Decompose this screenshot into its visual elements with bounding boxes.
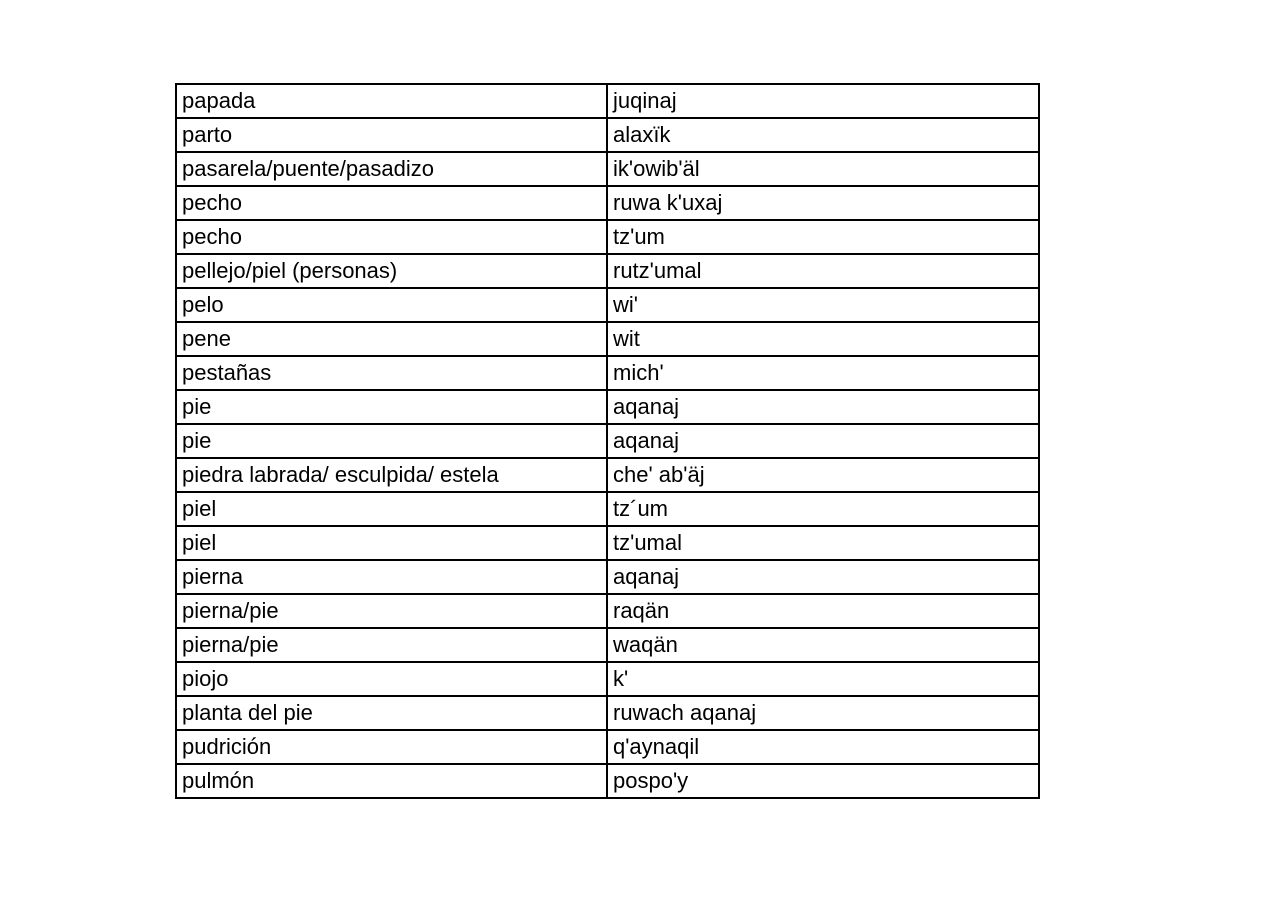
spanish-term-cell: pene bbox=[176, 322, 607, 356]
spanish-term-cell: pudrición bbox=[176, 730, 607, 764]
table-row bbox=[176, 152, 1039, 186]
spanish-term-cell: pulmón bbox=[176, 764, 607, 798]
table-row bbox=[176, 390, 1039, 424]
spanish-term-cell: pie bbox=[176, 390, 607, 424]
kaqchikel-term-cell: k' bbox=[607, 662, 1039, 696]
kaqchikel-term-cell: mich' bbox=[607, 356, 1039, 390]
kaqchikel-term-cell: tz'um bbox=[607, 220, 1039, 254]
kaqchikel-term-cell: juqinaj bbox=[607, 84, 1039, 118]
kaqchikel-term-cell: waqän bbox=[607, 628, 1039, 662]
table-row bbox=[176, 662, 1039, 696]
kaqchikel-term-cell: q'aynaqil bbox=[607, 730, 1039, 764]
table-row bbox=[176, 492, 1039, 526]
kaqchikel-term-cell: ruwa k'uxaj bbox=[607, 186, 1039, 220]
spanish-term-cell: pecho bbox=[176, 220, 607, 254]
spanish-term-cell: pelo bbox=[176, 288, 607, 322]
spanish-term-cell: parto bbox=[176, 118, 607, 152]
table-row bbox=[176, 356, 1039, 390]
table-row bbox=[176, 254, 1039, 288]
spanish-term-cell: pestañas bbox=[176, 356, 607, 390]
kaqchikel-term-cell: tz'umal bbox=[607, 526, 1039, 560]
spanish-term-cell: pecho bbox=[176, 186, 607, 220]
kaqchikel-term-cell: rutz'umal bbox=[607, 254, 1039, 288]
table-row bbox=[176, 594, 1039, 628]
kaqchikel-term-cell: wit bbox=[607, 322, 1039, 356]
kaqchikel-term-cell: wi' bbox=[607, 288, 1039, 322]
table-row bbox=[176, 526, 1039, 560]
spanish-term-cell: pasarela/puente/pasadizo bbox=[176, 152, 607, 186]
spanish-term-cell: papada bbox=[176, 84, 607, 118]
kaqchikel-term-cell: aqanaj bbox=[607, 390, 1039, 424]
spanish-term-cell: piojo bbox=[176, 662, 607, 696]
table-row bbox=[176, 764, 1039, 798]
table-row bbox=[176, 186, 1039, 220]
kaqchikel-term-cell: alaxïk bbox=[607, 118, 1039, 152]
kaqchikel-term-cell: che' ab'äj bbox=[607, 458, 1039, 492]
table-row bbox=[176, 458, 1039, 492]
table-row bbox=[176, 424, 1039, 458]
kaqchikel-term-cell: aqanaj bbox=[607, 424, 1039, 458]
spanish-term-cell: pie bbox=[176, 424, 607, 458]
spanish-term-cell: piedra labrada/ esculpida/ estela bbox=[176, 458, 607, 492]
kaqchikel-term-cell: tz´um bbox=[607, 492, 1039, 526]
table-row bbox=[176, 118, 1039, 152]
table-row bbox=[176, 288, 1039, 322]
spanish-term-cell: pierna/pie bbox=[176, 628, 607, 662]
table-row bbox=[176, 730, 1039, 764]
table-row bbox=[176, 560, 1039, 594]
spanish-term-cell: pierna/pie bbox=[176, 594, 607, 628]
table-row bbox=[176, 220, 1039, 254]
spanish-term-cell: piel bbox=[176, 492, 607, 526]
kaqchikel-term-cell: raqän bbox=[607, 594, 1039, 628]
kaqchikel-term-cell: aqanaj bbox=[607, 560, 1039, 594]
spanish-term-cell: piel bbox=[176, 526, 607, 560]
table-row bbox=[176, 322, 1039, 356]
kaqchikel-term-cell: pospo'y bbox=[607, 764, 1039, 798]
spanish-term-cell: pierna bbox=[176, 560, 607, 594]
glossary-table bbox=[175, 83, 1040, 799]
kaqchikel-term-cell: ik'owib'äl bbox=[607, 152, 1039, 186]
table-row bbox=[176, 84, 1039, 118]
table-row bbox=[176, 696, 1039, 730]
spanish-term-cell: planta del pie bbox=[176, 696, 607, 730]
kaqchikel-term-cell: ruwach aqanaj bbox=[607, 696, 1039, 730]
spanish-term-cell: pellejo/piel (personas) bbox=[176, 254, 607, 288]
table-row bbox=[176, 628, 1039, 662]
